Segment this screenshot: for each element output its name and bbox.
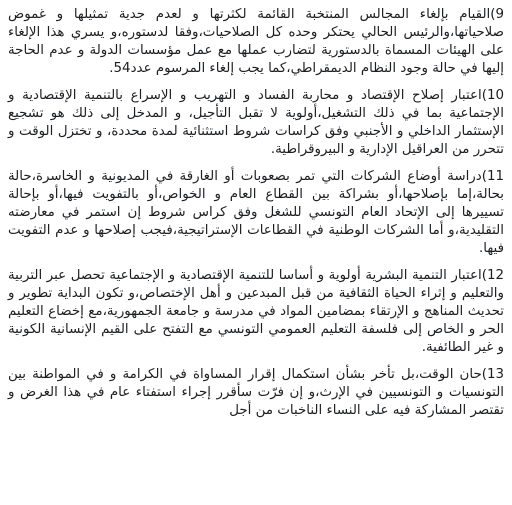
paragraph-12 [8,267,504,357]
paragraph-11 [8,168,504,258]
paragraph-10-text: 10)اعتبار إصلاح الإقتصاد و محاربة الفساد و التهريب و الإسراع بالتنمية الإقتصادية و الإجتماعية بما في ذلك التشغيل،أولوية لا تقبل التأجيل، و المدخل إلى ذلك هو تشجيع الإستثمار الداخلي و الأجنبي وفق كراسات شروط استثنائية لمدة محددة، و تختزل الوقت و تتحرر من العراقيل الإدارية و البيروقراطية. [8,88,504,157]
paragraph-13 [8,366,504,420]
paragraph-9-text: 9)القيام بإلغاء المجالس المنتخبة القائمة لكثرتها و لعدم جدية تمثيلها و غموض صلاحياتها،والرئيس الحالي يحتكر وحده كل الصلاحيات،وفقا لدستوره،و يسري هذا الإلغاء على الهيئات المسماة بالدستورية لتضارب عملها مع عمل مؤسسات الدولة و عدم الحاجة إليها في حالة وجود النظام الديمقراطي،كما يجب إلغاء المرسوم عدد54. [8,7,504,76]
paragraph-11-text: 11)دراسة أوضاع الشركات التي تمر بصعوبات أو الغارقة في المديونية و الخاسرة،حالة بحالة،إما بإصلاحها،أو بشراكة بين القطاع العام و الخواص،أو بالتفويت فيها،أو بإحالة تسييرها إلى الإتحاد العام التونسي للشغل وفق كراس شروط إن استمر في معارضته التقليدية،و أما الشركات الوطنية في القطاعات الإستراتيجية،فيجب إصلاحها و عدم التفويت فيها. [8,169,504,256]
paragraph-10 [8,87,504,159]
paragraph-13-text: 13)حان الوقت،بل تأخر بشأن استكمال إقرار المساواة في الكرامة و في المواطنة بين التونسيات و التونسيين في الإرث،و إن فرّت سأقرر إجراء استفتاء عام في هذا الغرض و تقتصر المشاركة فيه على النساء الناخبات من أجل [8,367,504,418]
paragraph-12-text: 12)اعتبار التنمية البشرية أولوية و أساسا للتنمية الإقتصادية و الإجتماعية تحصل عبر التربية والتعليم و إثراء الحياة الثقافية من قبل المبدعين و أهل الإختصاص،و تكون البداية تطوير و تحديث المناهج و الإرتقاء بمضامين المواد في مدرسة و جامعة الجمهورية،مع إخضاع التعليم الحر و الخاص إلى فلسفة التعليم العمومي التونسي مع التفتح على القيم الإنسانية الكونية و غير الطائفية. [8,268,504,355]
paragraph-9 [8,6,504,78]
